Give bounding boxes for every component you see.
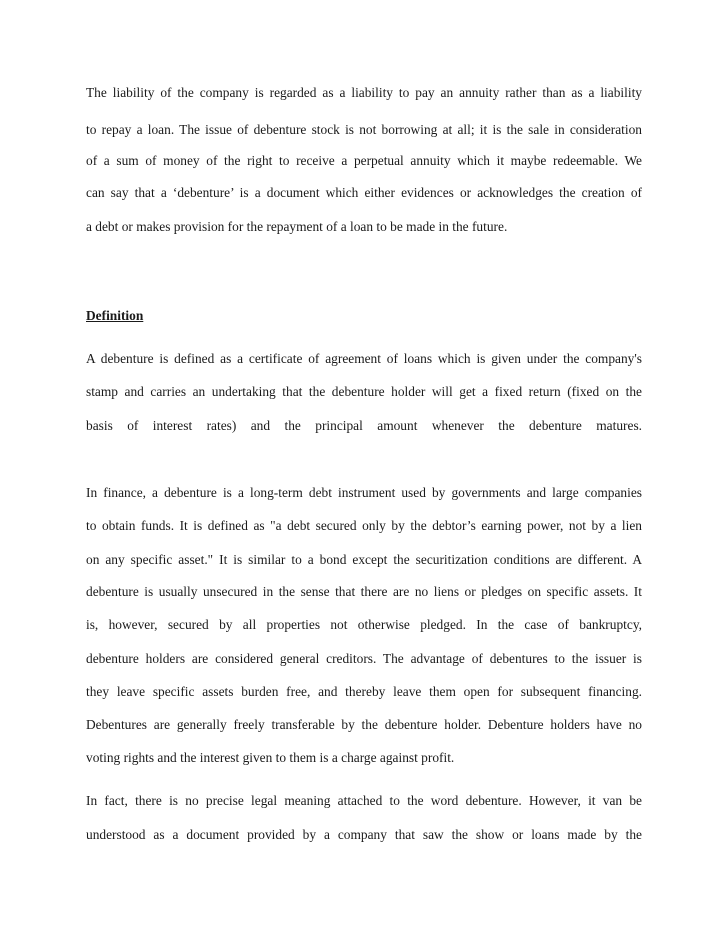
text-line: a debt or makes provision for the repayment of a loan to be made in the future. (86, 219, 508, 234)
text-line: to obtain funds. It is defined as "a debt secured only by the debtor’s earning power, not by a lien (86, 518, 642, 533)
section-heading: Definition (86, 308, 144, 323)
text-line: A debenture is defined as a certificate of agreement of loans which is given under the company's (86, 351, 642, 366)
text-line: basis of interest rates) and the principal amount whenever the debenture matures. (86, 418, 642, 433)
text-line: is, however, secured by all properties not otherwise pledged. In the case of bankruptcy, (86, 617, 642, 632)
text-line: on any specific asset." It is similar to a bond except the securitization conditions are different. A (86, 552, 642, 567)
text-line: In finance, a debenture is a long-term debt instrument used by governments and large companies (86, 485, 642, 500)
text-line: debenture is usually unsecured in the sense that there are no liens or pledges on specific assets. It (86, 584, 642, 599)
text-line: The liability of the company is regarded as a liability to pay an annuity rather than as a liability (86, 85, 642, 100)
text-line: In fact, there is no precise legal meaning attached to the word debenture. However, it van be (86, 793, 642, 808)
text-line: understood as a document provided by a company that saw the show or loans made by the (86, 827, 642, 842)
text-line: can say that a ‘debenture’ is a document which either evidences or acknowledges the creation of (86, 185, 642, 200)
text-line: they leave specific assets burden free, and thereby leave them open for subsequent financing. (86, 684, 642, 699)
text-line: debenture holders are considered general creditors. The advantage of debentures to the issuer is (86, 651, 642, 666)
text-line: to repay a loan. The issue of debenture stock is not borrowing at all; it is the sale in consideration (86, 122, 642, 137)
text-line: voting rights and the interest given to them is a charge against profit. (86, 750, 455, 765)
text-line: of a sum of money of the right to receive a perpetual annuity which it maybe redeemable. We (86, 153, 642, 168)
text-line: Debentures are generally freely transferable by the debenture holder. Debenture holders have no (86, 717, 642, 732)
text-line: stamp and carries an undertaking that the debenture holder will get a fixed return (fixed on the (86, 384, 642, 399)
